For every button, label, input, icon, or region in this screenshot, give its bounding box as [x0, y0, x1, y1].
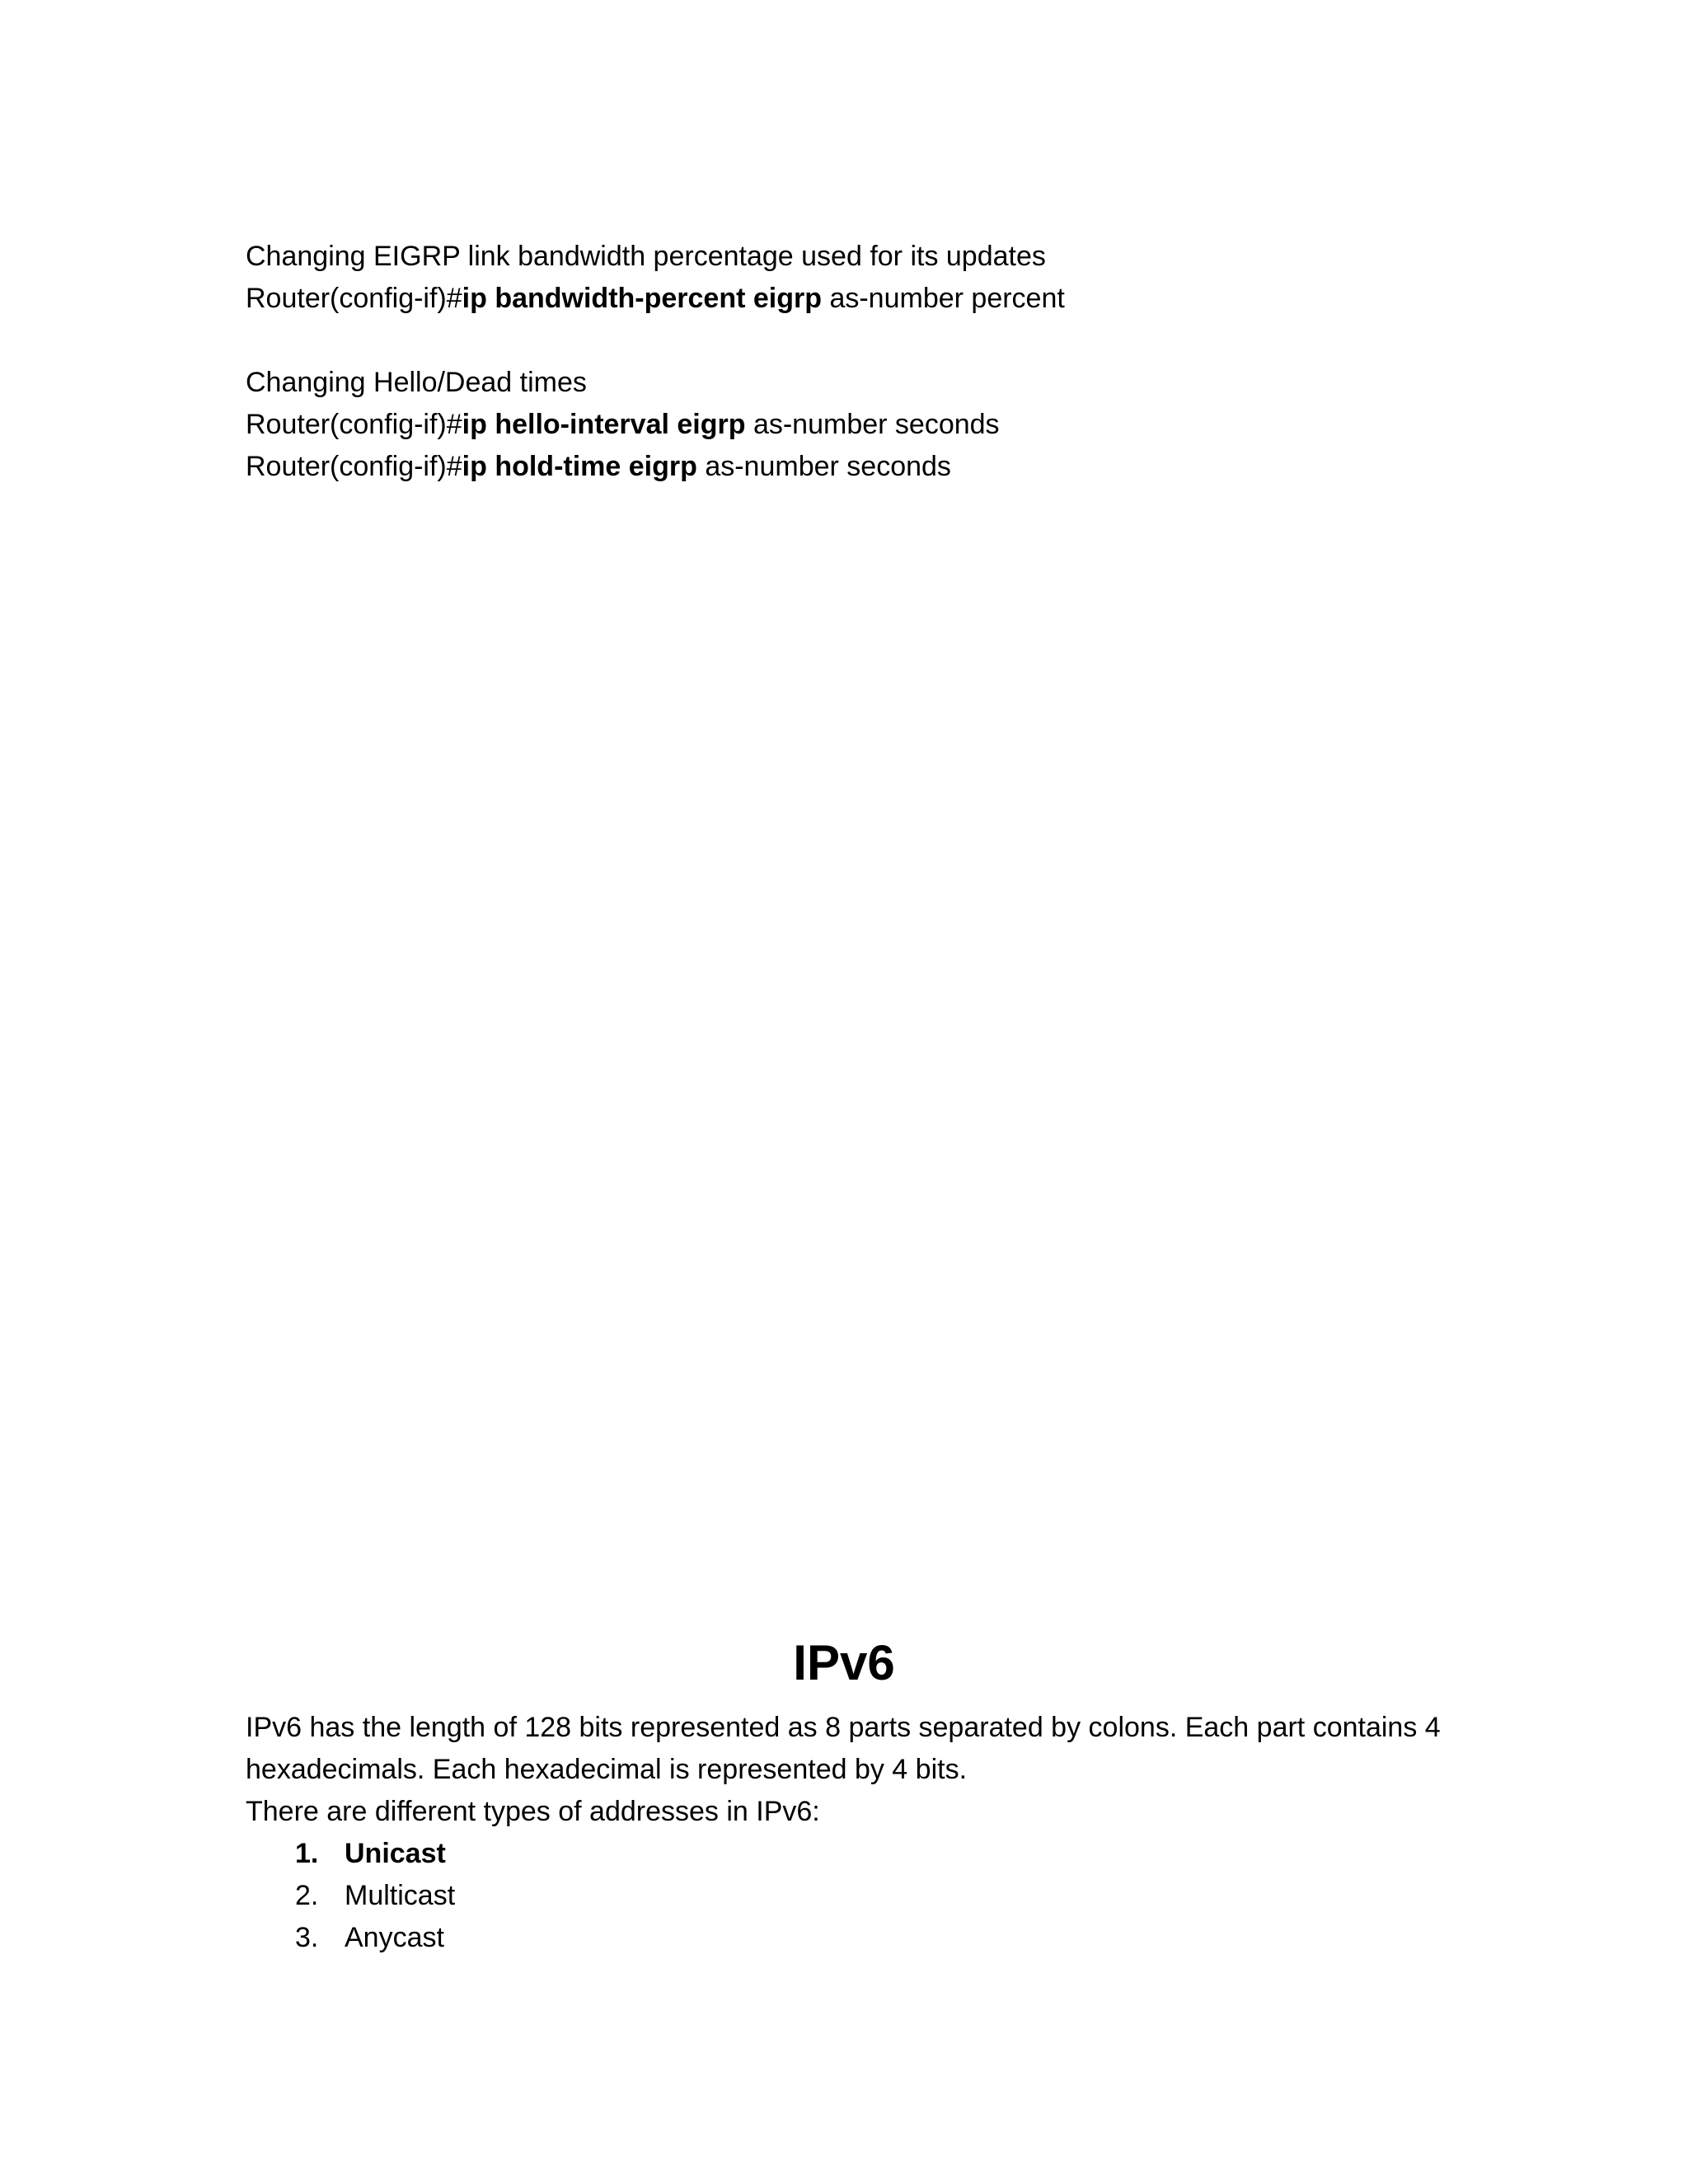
bandwidth-command-line: [246, 278, 1449, 320]
hello-command-line: [246, 404, 1449, 446]
list-item-label: Multicast: [345, 1880, 456, 1911]
bandwidth-heading: Changing EIGRP link bandwidth percentage used for its updates: [246, 241, 1046, 272]
hold-command-line: [246, 446, 1449, 488]
command-keyword: ip hello-interval eigrp: [462, 409, 746, 440]
command-args: as-number seconds: [745, 409, 1000, 440]
command-args: as-number seconds: [696, 451, 951, 482]
ipv6-intro-line-2: hexadecimals. Each hexadecimal is represented by 4 bits.: [246, 1754, 968, 1785]
command-prompt: Router(config-if)#: [246, 283, 462, 314]
ipv6-title: IPv6: [793, 1635, 895, 1690]
list-item-number: 2.: [295, 1880, 319, 1911]
ipv6-intro-line-1: IPv6 has the length of 128 bits represented as 8 parts separated by colons. Each part contains 4: [246, 1712, 1441, 1743]
timers-heading: Changing Hello/Dead times: [246, 367, 587, 398]
ipv6-types-intro: There are different types of addresses in IPv6:: [246, 1796, 820, 1827]
list-item: [246, 1833, 1449, 1875]
list-item-label: Anycast: [345, 1922, 444, 1953]
list-item: [246, 1917, 1449, 1959]
eigrp-section: [246, 236, 1449, 488]
command-prompt: Router(config-if)#: [246, 451, 462, 482]
command-prompt: Router(config-if)#: [246, 409, 462, 440]
list-item-number: 3.: [295, 1922, 319, 1953]
paragraph-spacer: [246, 320, 1449, 362]
list-item: [246, 1875, 1449, 1917]
command-keyword: ip bandwidth-percent eigrp: [462, 283, 822, 314]
list-item-label: Unicast: [345, 1838, 446, 1869]
list-item-number: 1.: [295, 1838, 319, 1869]
ipv6-address-types-list: [246, 1833, 1449, 1959]
command-args: as-number percent: [822, 283, 1065, 314]
command-keyword: ip hold-time eigrp: [462, 451, 697, 482]
ipv6-section: [246, 1707, 1449, 1959]
